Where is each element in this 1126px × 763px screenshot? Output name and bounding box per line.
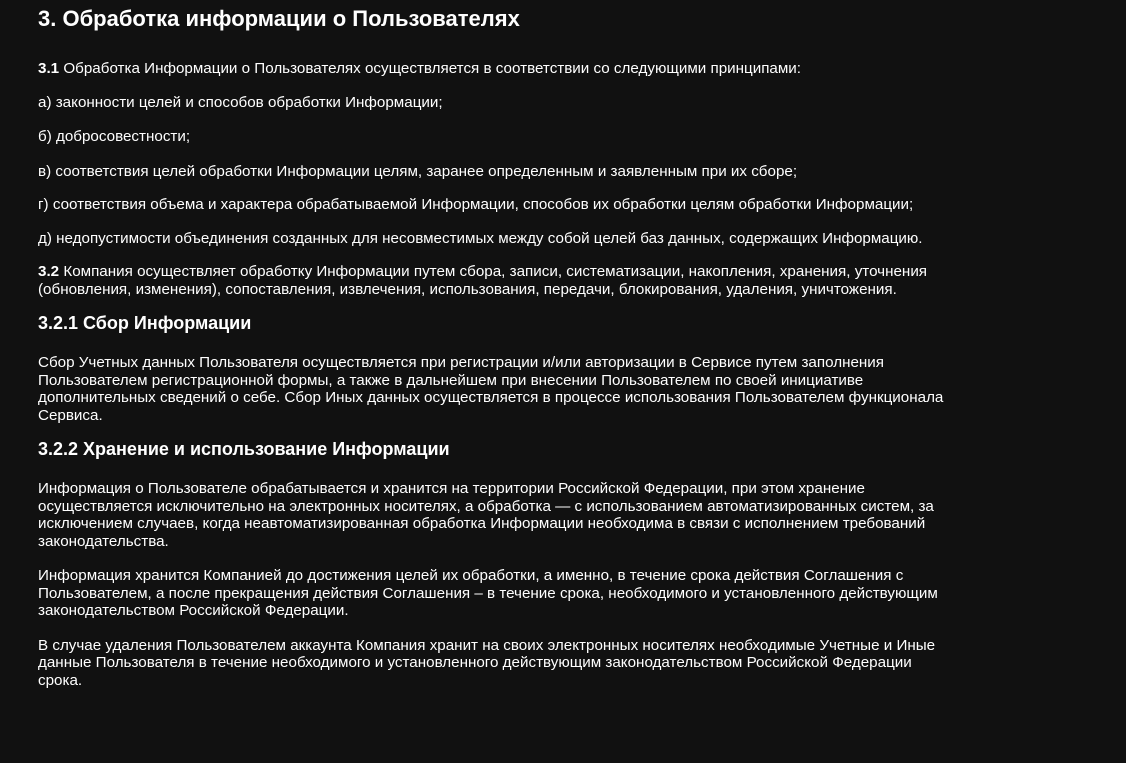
subsection-number: 3.2.2 bbox=[38, 439, 79, 459]
subsection-3-2-1-text: Сбор Учетных данных Пользователя осуществляется при регистрации и/или авторизации в Сервисе путем заполнения Пользователем регистрационной формы, а также в дальнейшем при внесении Пользователем по своей инициативе дополнительных сведений о себе. Сбор Иных данных осуществляется в процессе использования Пользователем функционала Сервиса. bbox=[38, 354, 944, 424]
subsection-3-2-2-paragraph-1: Информация о Пользователе обрабатывается и хранится на территории Российской Федерации, при этом хранение осуществляется исключительно на электронных носителях, а обработка — с использованием автоматизированных систем, за исключением случаев, когда неавтоматизированная обработка Информации необходима в связи с исполнением требований законодательства. bbox=[38, 480, 934, 550]
subsection-number: 3.2.1 bbox=[38, 313, 79, 333]
clause-3-2 bbox=[38, 263, 948, 298]
clause-3-1 bbox=[38, 60, 948, 78]
principle-v: в) соответствия целей обработки Информации целям, заранее определенным и заявленным при их сборе; bbox=[38, 162, 798, 180]
subsection-3-2-2-paragraph-2: Информация хранится Компанией до достижения целей их обработки, а именно, в течение срока действия Соглашения с Пользователем, а после прекращения действия Соглашения – в течение срока, необходимого и установленного действующим законодательством Российской Федерации. bbox=[38, 567, 938, 619]
principle-b: б) добросовестности; bbox=[38, 128, 191, 145]
subsection-title-3-2-1 bbox=[38, 312, 948, 334]
clause-text: Компания осуществляет обработку Информации путем сбора, записи, систематизации, накопления, хранения, уточнения (обновления, изменения), сопоставления, извлечения, использования, передачи, блокирования, удаления, уничтожения. bbox=[38, 263, 928, 298]
subsection-title-text: Хранение и использование Информации bbox=[78, 439, 450, 459]
principle-a: а) законности целей и способов обработки Информации; bbox=[38, 93, 443, 111]
clause-number: 3.1 bbox=[38, 60, 60, 77]
clause-number: 3.2 bbox=[38, 263, 60, 280]
subsection-title-3-2-2 bbox=[38, 438, 948, 460]
section-title: 3. Обработка информации о Пользователях bbox=[38, 6, 520, 31]
clause-text: Обработка Информации о Пользователях осуществляется в соответствии со следующими принципами: bbox=[59, 60, 802, 77]
principle-g: г) соответствия объема и характера обрабатываемой Информации, способов их обработки целям обработки Информации; bbox=[38, 196, 914, 213]
subsection-3-2-2-paragraph-3: В случае удаления Пользователем аккаунта Компания хранит на своих электронных носителях необходимые Учетные и Иные данные Пользователя в течение необходимого и установленного действующим законодательством Российской Федерации срока. bbox=[38, 636, 936, 689]
principle-d: д) недопустимости объединения созданных для несовместимых между собой целей баз данных, содержащих Информацию. bbox=[38, 229, 923, 247]
subsection-title-text: Сбор Информации bbox=[78, 313, 252, 333]
